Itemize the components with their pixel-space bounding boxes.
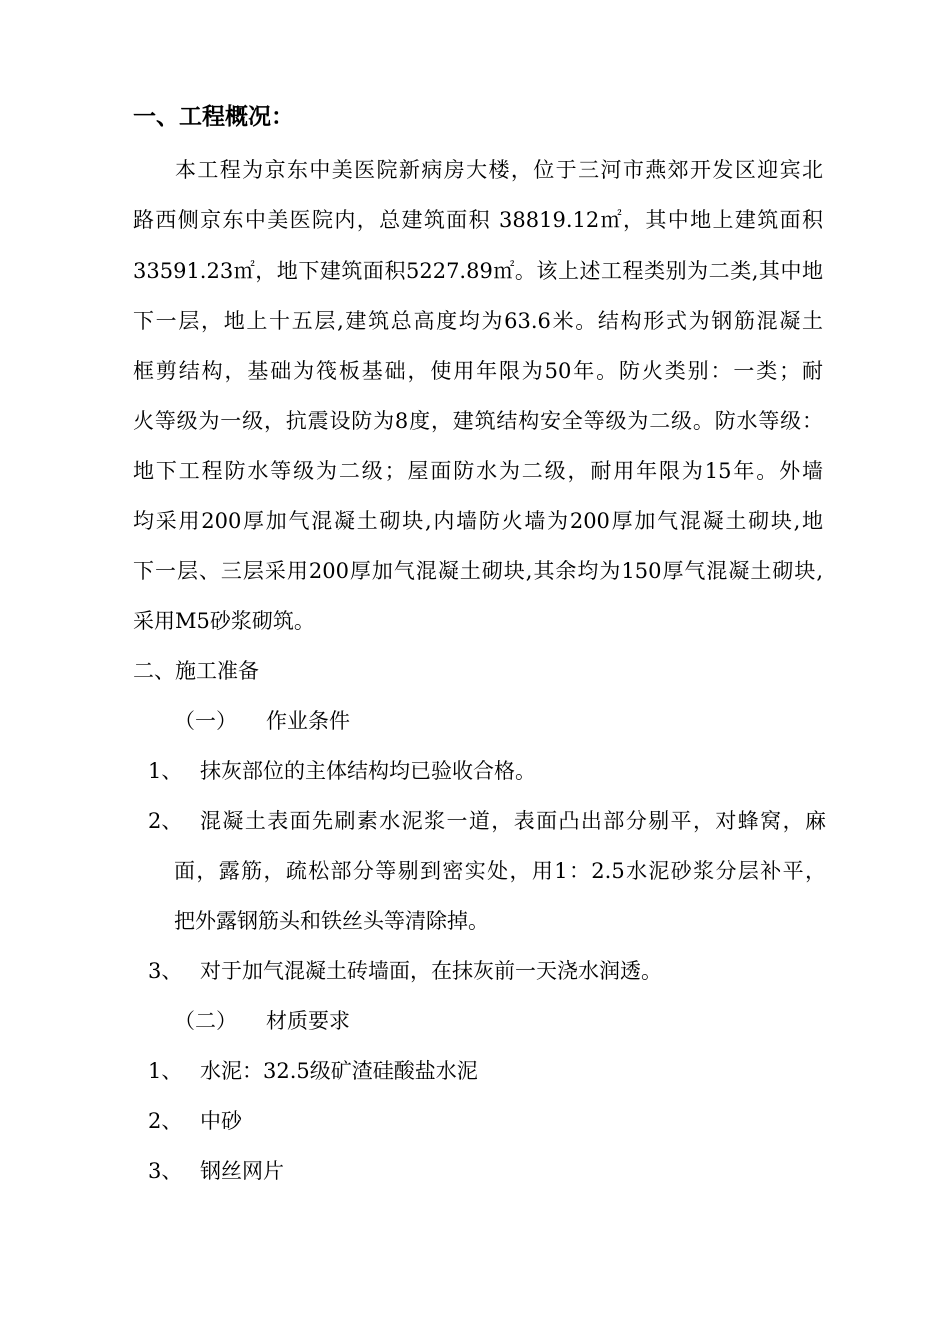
subsection-number: （二） [174,1009,237,1033]
list-item-continuation: 面，露筋，疏松部分等剔到密实处，用1：2.5水泥砂浆分层补平， [174,859,826,883]
item-text: 钢丝网片 [200,1159,284,1183]
list-item [148,956,662,986]
subsection-number: （一） [174,709,237,733]
subsection-material-requirements [174,1006,350,1036]
item-text: 水泥：32.5级矿渣硅酸盐水泥 [200,1059,478,1083]
overview-line-1: 本工程为京东中美医院新病房大楼，位于三河市燕郊开发区迎宾北 [175,158,823,182]
overview-line-4: 下一层，地上十五层,建筑总高度均为63.6米。结构形式为钢筋混凝土 [133,309,823,333]
item-number: 1、 [148,1059,183,1083]
overview-line-8: 均采用200厚加气混凝土砌块,内墙防火墙为200厚加气混凝土砌块,地 [133,509,823,533]
overview-line-10: 采用M5砂浆砌筑。 [133,609,315,633]
item-text: 混凝土表面先刷素水泥浆一道，表面凸出部分剔平，对蜂窝，麻 [200,809,826,833]
item-number: 2、 [148,1109,183,1133]
subsection-work-conditions [174,706,350,736]
section-heading-overview: 一、工程概况： [133,104,294,130]
item-number: 3、 [148,1159,183,1183]
item-number: 2、 [148,809,183,833]
overview-line-6: 火等级为一级，抗震设防为8度，建筑结构安全等级为二级。防水等级： [133,409,823,433]
overview-line-7: 地下工程防水等级为二级；屋面防水为二级，耐用年限为15年。外墙 [133,459,823,483]
list-item [148,806,826,836]
list-item [148,756,536,786]
item-text: 对于加气混凝土砖墙面，在抹灰前一天浇水润透。 [200,959,662,983]
item-number: 3、 [148,959,183,983]
item-text: 抹灰部位的主体结构均已验收合格。 [200,759,536,783]
item-number: 1、 [148,759,183,783]
subsection-title: 材质要求 [266,1009,350,1033]
overview-line-2: 路西侧京东中美医院内，总建筑面积 38819.12㎡，其中地上建筑面积 [133,208,823,232]
overview-line-3: 33591.23㎡，地下建筑面积5227.89㎡。该上述工程类别为二类,其中地 [133,259,823,283]
item-text: 中砂 [200,1109,242,1133]
list-item-continuation: 把外露钢筋头和铁丝头等清除掉。 [174,909,489,933]
subsection-title: 作业条件 [266,709,350,733]
overview-line-5: 框剪结构，基础为筏板基础，使用年限为50年。防火类别：一类；耐 [133,359,823,383]
list-item [148,1106,242,1136]
list-item [148,1056,478,1086]
section-heading-preparation: 二、施工准备 [133,659,259,683]
list-item [148,1156,284,1186]
overview-line-9: 下一层、三层采用200厚加气混凝土砌块,其余均为150厚气混凝土砌块, [133,559,823,583]
